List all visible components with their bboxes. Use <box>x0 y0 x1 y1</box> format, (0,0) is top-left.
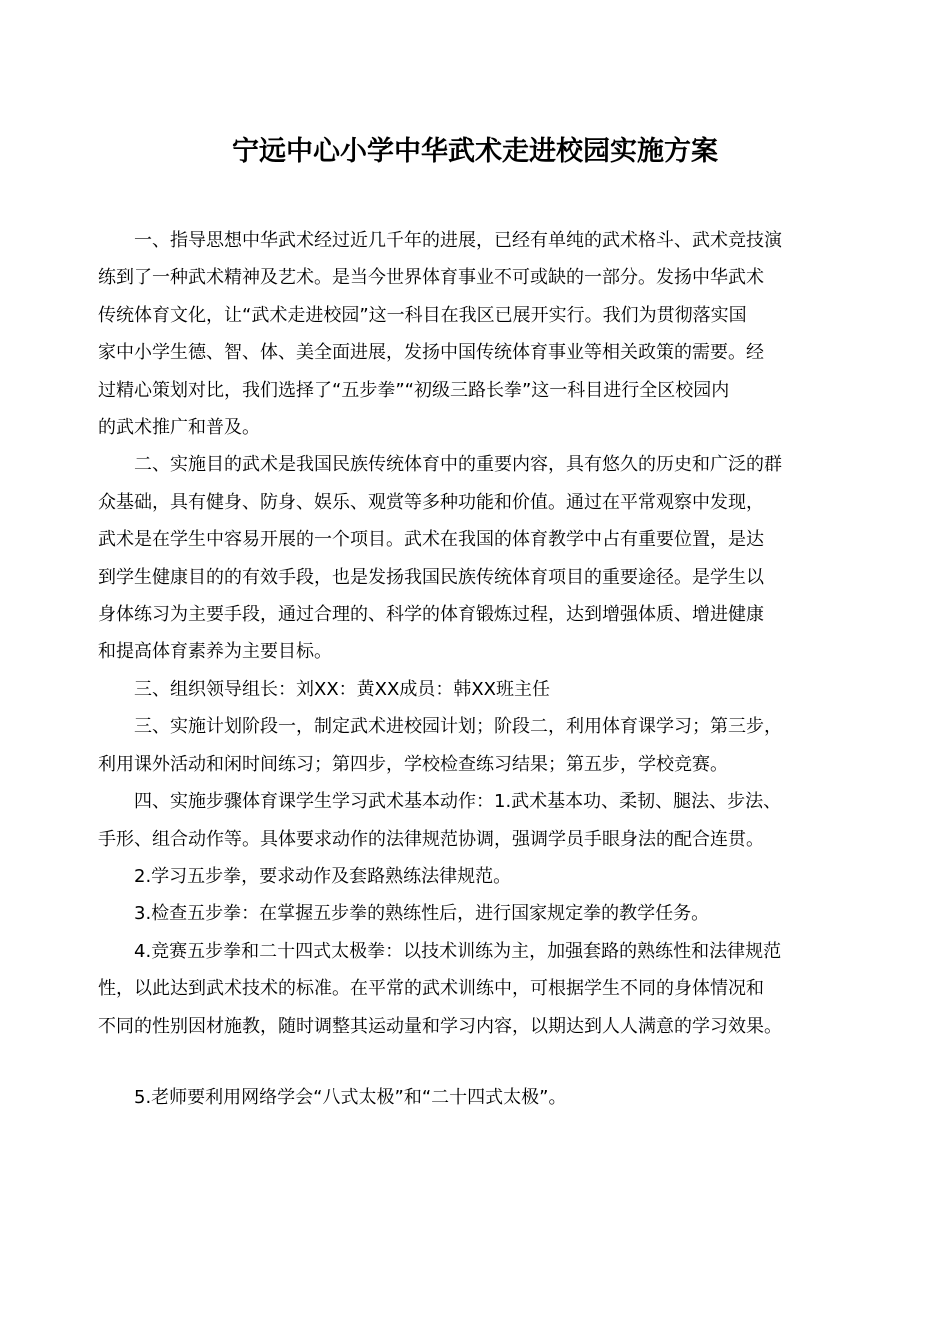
text-line: 5.老师要利用网络学会“八式太极”和“二十四式太极”。 <box>134 1086 567 1108</box>
text-line: 身体练习为主要手段，通过合理的、科学的体育锻炼过程，达到增强体质、增进健康 <box>98 604 764 626</box>
text-line: 利用课外活动和闲时间练习；第四步，学校检查练习结果；第五步，学校竞赛。 <box>98 753 728 775</box>
paragraph-plan <box>98 708 846 783</box>
text-line: 的武术推广和普及。 <box>98 417 260 439</box>
page-title: 宁远中心小学中华武术走进校园实施方案 <box>232 136 718 167</box>
text-line: 和提高体育素养为主要目标。 <box>98 641 332 663</box>
text-line: 传统体育文化，让“武术走进校园”这一科目在我区已展开实行。我们为贯彻落实国 <box>98 304 747 326</box>
text-line: 二、实施目的武术是我国民族传统体育中的重要内容，具有悠久的历史和广泛的群 <box>134 454 782 476</box>
text-line: 四、实施步骤体育课学生学习武术基本动作：1.武术基本功、柔韧、腿法、步法、 <box>134 791 782 813</box>
paragraph-item-2 <box>116 858 846 895</box>
text-line: 家中小学生德、智、体、美全面进展，发扬中国传统体育事业等相关政策的需要。经 <box>98 342 764 364</box>
text-line: 众基础，具有健身、防身、娱乐、观赏等多种功能和价值。通过在平常观察中发现， <box>98 491 764 513</box>
text-line: 到学生健康目的的有效手段，也是发扬我国民族传统体育项目的重要途径。是学生以 <box>98 566 764 588</box>
text-line: 一、指导思想中华武术经过近几千年的进展，已经有单纯的武术格斗、武术竞技演 <box>134 230 782 251</box>
document-body <box>98 222 846 1116</box>
paragraph-steps <box>98 783 846 858</box>
paragraph-item-5 <box>116 1079 846 1116</box>
paragraph-leadership <box>116 671 846 708</box>
text-line: 过精心策划对比，我们选择了“五步拳”“初级三路长拳”这一科目进行全区校园内 <box>98 379 730 401</box>
text-line: 三、组织领导组长：刘XX：黄XX成员：韩XX班主任 <box>134 678 550 700</box>
paragraph-spacer <box>116 1045 846 1079</box>
paragraph-purpose <box>98 446 846 670</box>
text-line: 不同的性别因材施教，随时调整其运动量和学习内容，以期达到人人满意的学习效果。 <box>98 1015 782 1037</box>
text-line: 手形、组合动作等。具体要求动作的法律规范协调，强调学员手眼身法的配合连贯。 <box>98 828 764 850</box>
text-line: 武术是在学生中容易开展的一个项目。武术在我国的体育教学中占有重要位置，是达 <box>98 529 764 551</box>
text-line: 4.竞赛五步拳和二十四式太极拳：以技术训练为主，加强套路的熟练性和法律规范 <box>134 940 782 962</box>
text-line: 三、实施计划阶段一，制定武术进校园计划；阶段二，利用体育课学习；第三步， <box>134 716 782 738</box>
text-line: 性，以此达到武术技术的标准。在平常的武术训练中，可根据学生不同的身体情况和 <box>98 978 764 1000</box>
paragraph-item-3 <box>116 895 846 932</box>
text-line: 3.检查五步拳：在掌握五步拳的熟练性后，进行国家规定拳的教学任务。 <box>134 903 710 925</box>
text-line: 练到了一种武术精神及艺术。是当今世界体育事业不可或缺的一部分。发扬中华武术 <box>98 267 764 289</box>
paragraph-guiding-ideology <box>98 222 846 446</box>
text-line: 2.学习五步拳，要求动作及套路熟练法律规范。 <box>134 865 512 887</box>
paragraph-item-4 <box>98 933 846 1045</box>
